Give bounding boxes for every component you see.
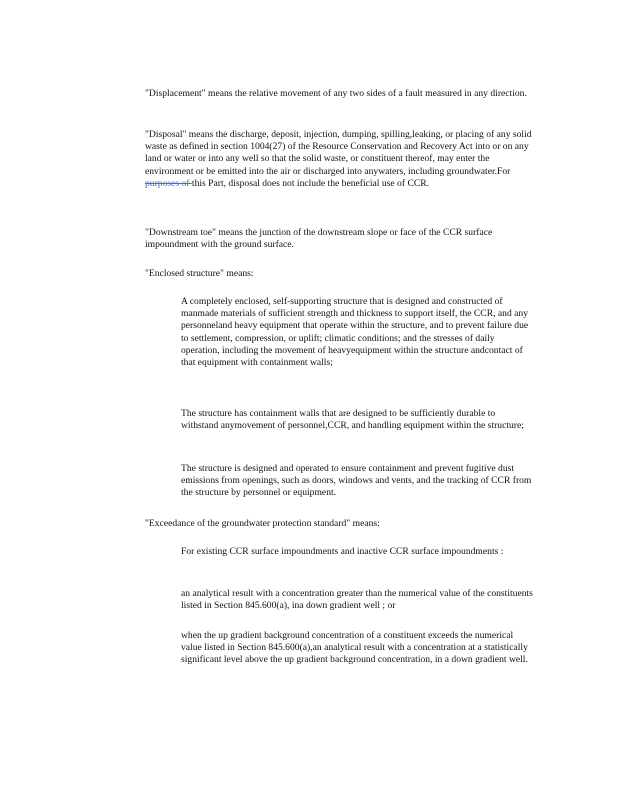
definition-enclosed-structure-heading: "Enclosed structure" means:: [145, 268, 254, 279]
exceedance-item-1: For existing CCR surface impoundments and inactive CCR surface impoundments :: [181, 546, 504, 557]
definition-displacement: "Displacement" means the relative movement of any two sides of a fault measured in any direction.: [145, 88, 527, 99]
enclosed-structure-item-3: The structure is designed and operated to ensure containment and prevent fugitive dust emissions from openings, such as doors, windows and vents, and the tracking of CCR from the structure by personnel or equipment.: [181, 463, 532, 499]
disposal-struck-text: purposes of: [145, 177, 192, 189]
exceedance-item-2: an analytical result with a concentration greater than the numerical value of the constituents listed in Section 845.600(a), ina down gradient well ; or: [181, 588, 533, 612]
definition-exceedance-heading: "Exceedance of the groundwater protection standard" means:: [145, 518, 380, 529]
exceedance-item-3: when the up gradient background concentration of a constituent exceeds the numerical value listed in Section 845.600(a),an analytical result with a concentration at a statistically significant level above the up gradient background concentration, in a down gradient well.: [181, 630, 528, 666]
enclosed-structure-item-2: The structure has containment walls that are designed to be sufficiently durable to withstand anymovement of personnel,CCR, and handling equipment within the structure;: [181, 408, 524, 432]
enclosed-structure-item-1: A completely enclosed, self-supporting structure that is designed and constructed of manmade materials of sufficient strength and thickness to support itself, the CCR, and any personneland heavy equipment that operate within the structure, and to prevent failure due to settlement, compression, or uplift; climatic conditions; and the stresses of daily operation, including the movement of heavyequipment within the structure andcontact of that equipment with containment walls;: [181, 296, 529, 369]
definition-disposal: [145, 129, 533, 190]
disposal-text-part-2: this Part, disposal does not include the beneficial use of CCR.: [191, 177, 430, 189]
definition-downstream-toe: "Downstream toe" means the junction of the downstream slope or face of the CCR surface impoundment with the ground surface.: [145, 227, 493, 251]
disposal-text-part-1: "Disposal" means the discharge, deposit, injection, dumping, spilling,leaking, or placing of any solid waste as defined in section 1004(27) of the Resource Conservation and Recovery Act into or on any land or water or into any well so that the solid waste, or constituent thereof, may enter the environment or be emitted into the air or discharged into anywaters, including groundwater.For: [145, 129, 532, 177]
